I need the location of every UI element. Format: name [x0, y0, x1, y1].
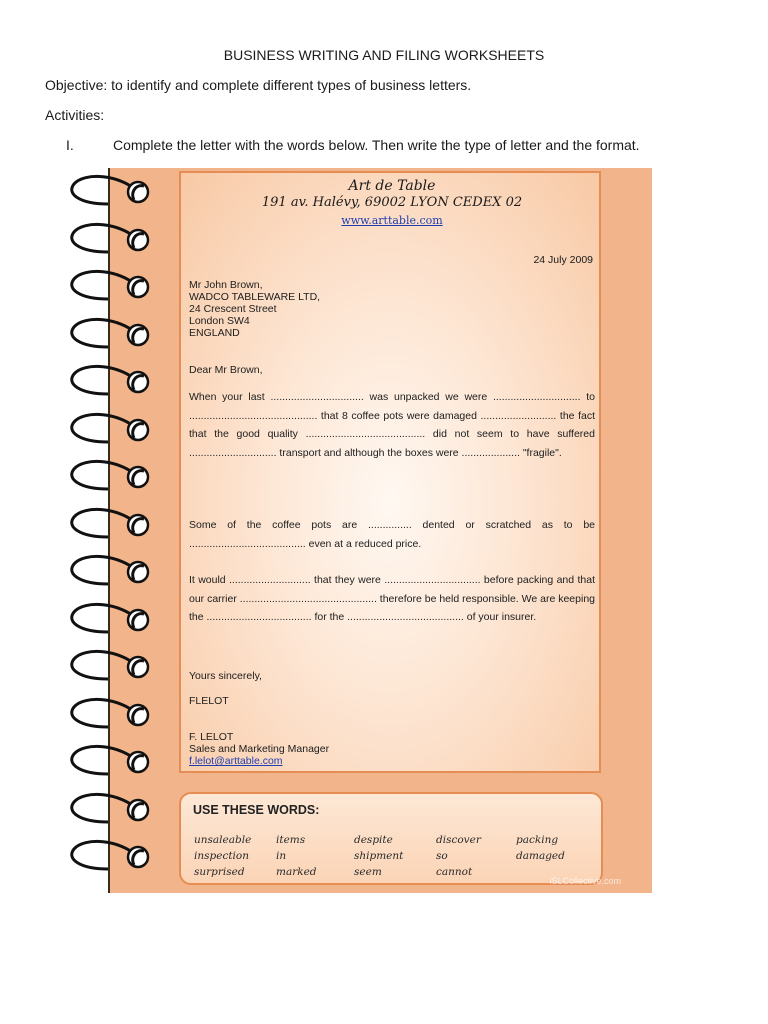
worksheet-title: BUSINESS WRITING AND FILING WORKSHEETS — [223, 47, 545, 63]
binding-ring-icon — [60, 645, 170, 689]
letter-paragraph-1: When your last ................................ was unpacked we were .............................. to ............................................ that 8 coffee pots were damaged .......................... the fact that the good quality ......................................... did not seem to have suffered .............................. transport and although the boxes were .................... "fragile". — [189, 391, 595, 459]
recipient-address — [189, 279, 595, 339]
letter-paragraph-3: It would ............................ that they were ................................. before packing and that our carrier ............................................... therefore be held responsible. We are keeping the .................................... for the ........................................ of your insurer. — [189, 574, 595, 623]
letter-paragraph-2: Some of the coffee pots are ............... dented or scratched as to be ........................................ even at a reduced price. — [189, 519, 595, 550]
binding-ring-icon — [60, 455, 170, 499]
letterhead-address: 191 av. Halévy, 69002 LYON CEDEX 02 — [261, 195, 523, 210]
word-column — [276, 832, 317, 880]
word-item: so — [436, 850, 448, 862]
activity-number: I. — [66, 137, 74, 153]
letter-signature: FLELOT — [189, 695, 229, 707]
word-item: surprised — [194, 866, 245, 878]
sender-block — [189, 731, 595, 767]
binding-ring-icon — [60, 265, 170, 309]
spiral-binding — [60, 168, 170, 893]
word-column — [194, 832, 251, 880]
binding-ring-icon — [60, 835, 170, 879]
recipient-line: Mr John Brown, — [189, 279, 263, 291]
sender-name: F. LELOT — [189, 731, 234, 743]
letter-paper — [179, 171, 601, 773]
letter-closing: Yours sincerely, — [189, 670, 262, 682]
word-column — [354, 832, 403, 880]
binding-ring-icon — [60, 218, 170, 262]
word-item: seem — [354, 866, 382, 878]
word-item: damaged — [516, 850, 565, 862]
word-column — [436, 832, 481, 880]
recipient-line: ENGLAND — [189, 327, 240, 339]
word-item: inspection — [194, 850, 249, 862]
binding-ring-icon — [60, 313, 170, 357]
letterhead-company: Art de Table — [348, 178, 436, 194]
recipient-line: London SW4 — [189, 315, 250, 327]
binding-ring-icon — [60, 693, 170, 737]
word-item: items — [276, 834, 306, 846]
salutation: Dear Mr Brown, — [189, 364, 263, 376]
binding-ring-icon — [60, 503, 170, 547]
word-item: in — [276, 850, 287, 862]
binding-ring-icon — [60, 170, 170, 214]
word-box-title: USE THESE WORDS: — [193, 803, 320, 817]
word-item: discover — [436, 834, 481, 846]
sender-email-link[interactable]: f.lelot@arttable.com — [189, 755, 283, 767]
watermark-text: iSLCollective.com — [549, 876, 621, 886]
word-column — [516, 832, 565, 864]
word-box — [179, 792, 621, 886]
recipient-line: 24 Crescent Street — [189, 303, 277, 315]
binding-ring-icon — [60, 408, 170, 452]
activities-label: Activities: — [45, 107, 105, 123]
word-item: cannot — [436, 866, 473, 878]
objective-text: Objective: to identify and complete different types of business letters. — [45, 77, 472, 93]
binding-ring-icon — [60, 598, 170, 642]
word-item: marked — [276, 866, 317, 878]
binding-ring-icon — [60, 788, 170, 832]
letter-date: 24 July 2009 — [533, 254, 593, 266]
sender-title: Sales and Marketing Manager — [189, 743, 330, 755]
binding-ring-icon — [60, 740, 170, 784]
activity-instruction: Complete the letter with the words below. Then write the type of letter and the format. — [113, 137, 640, 153]
word-item: shipment — [354, 850, 404, 862]
recipient-line: WADCO TABLEWARE LTD, — [189, 291, 321, 303]
word-item: unsaleable — [194, 834, 252, 846]
word-item: despite — [354, 834, 393, 846]
binding-ring-icon — [60, 360, 170, 404]
word-item: packing — [516, 834, 559, 846]
letterhead-website-link[interactable]: www.arttable.com — [341, 214, 443, 227]
binding-ring-icon — [60, 550, 170, 594]
